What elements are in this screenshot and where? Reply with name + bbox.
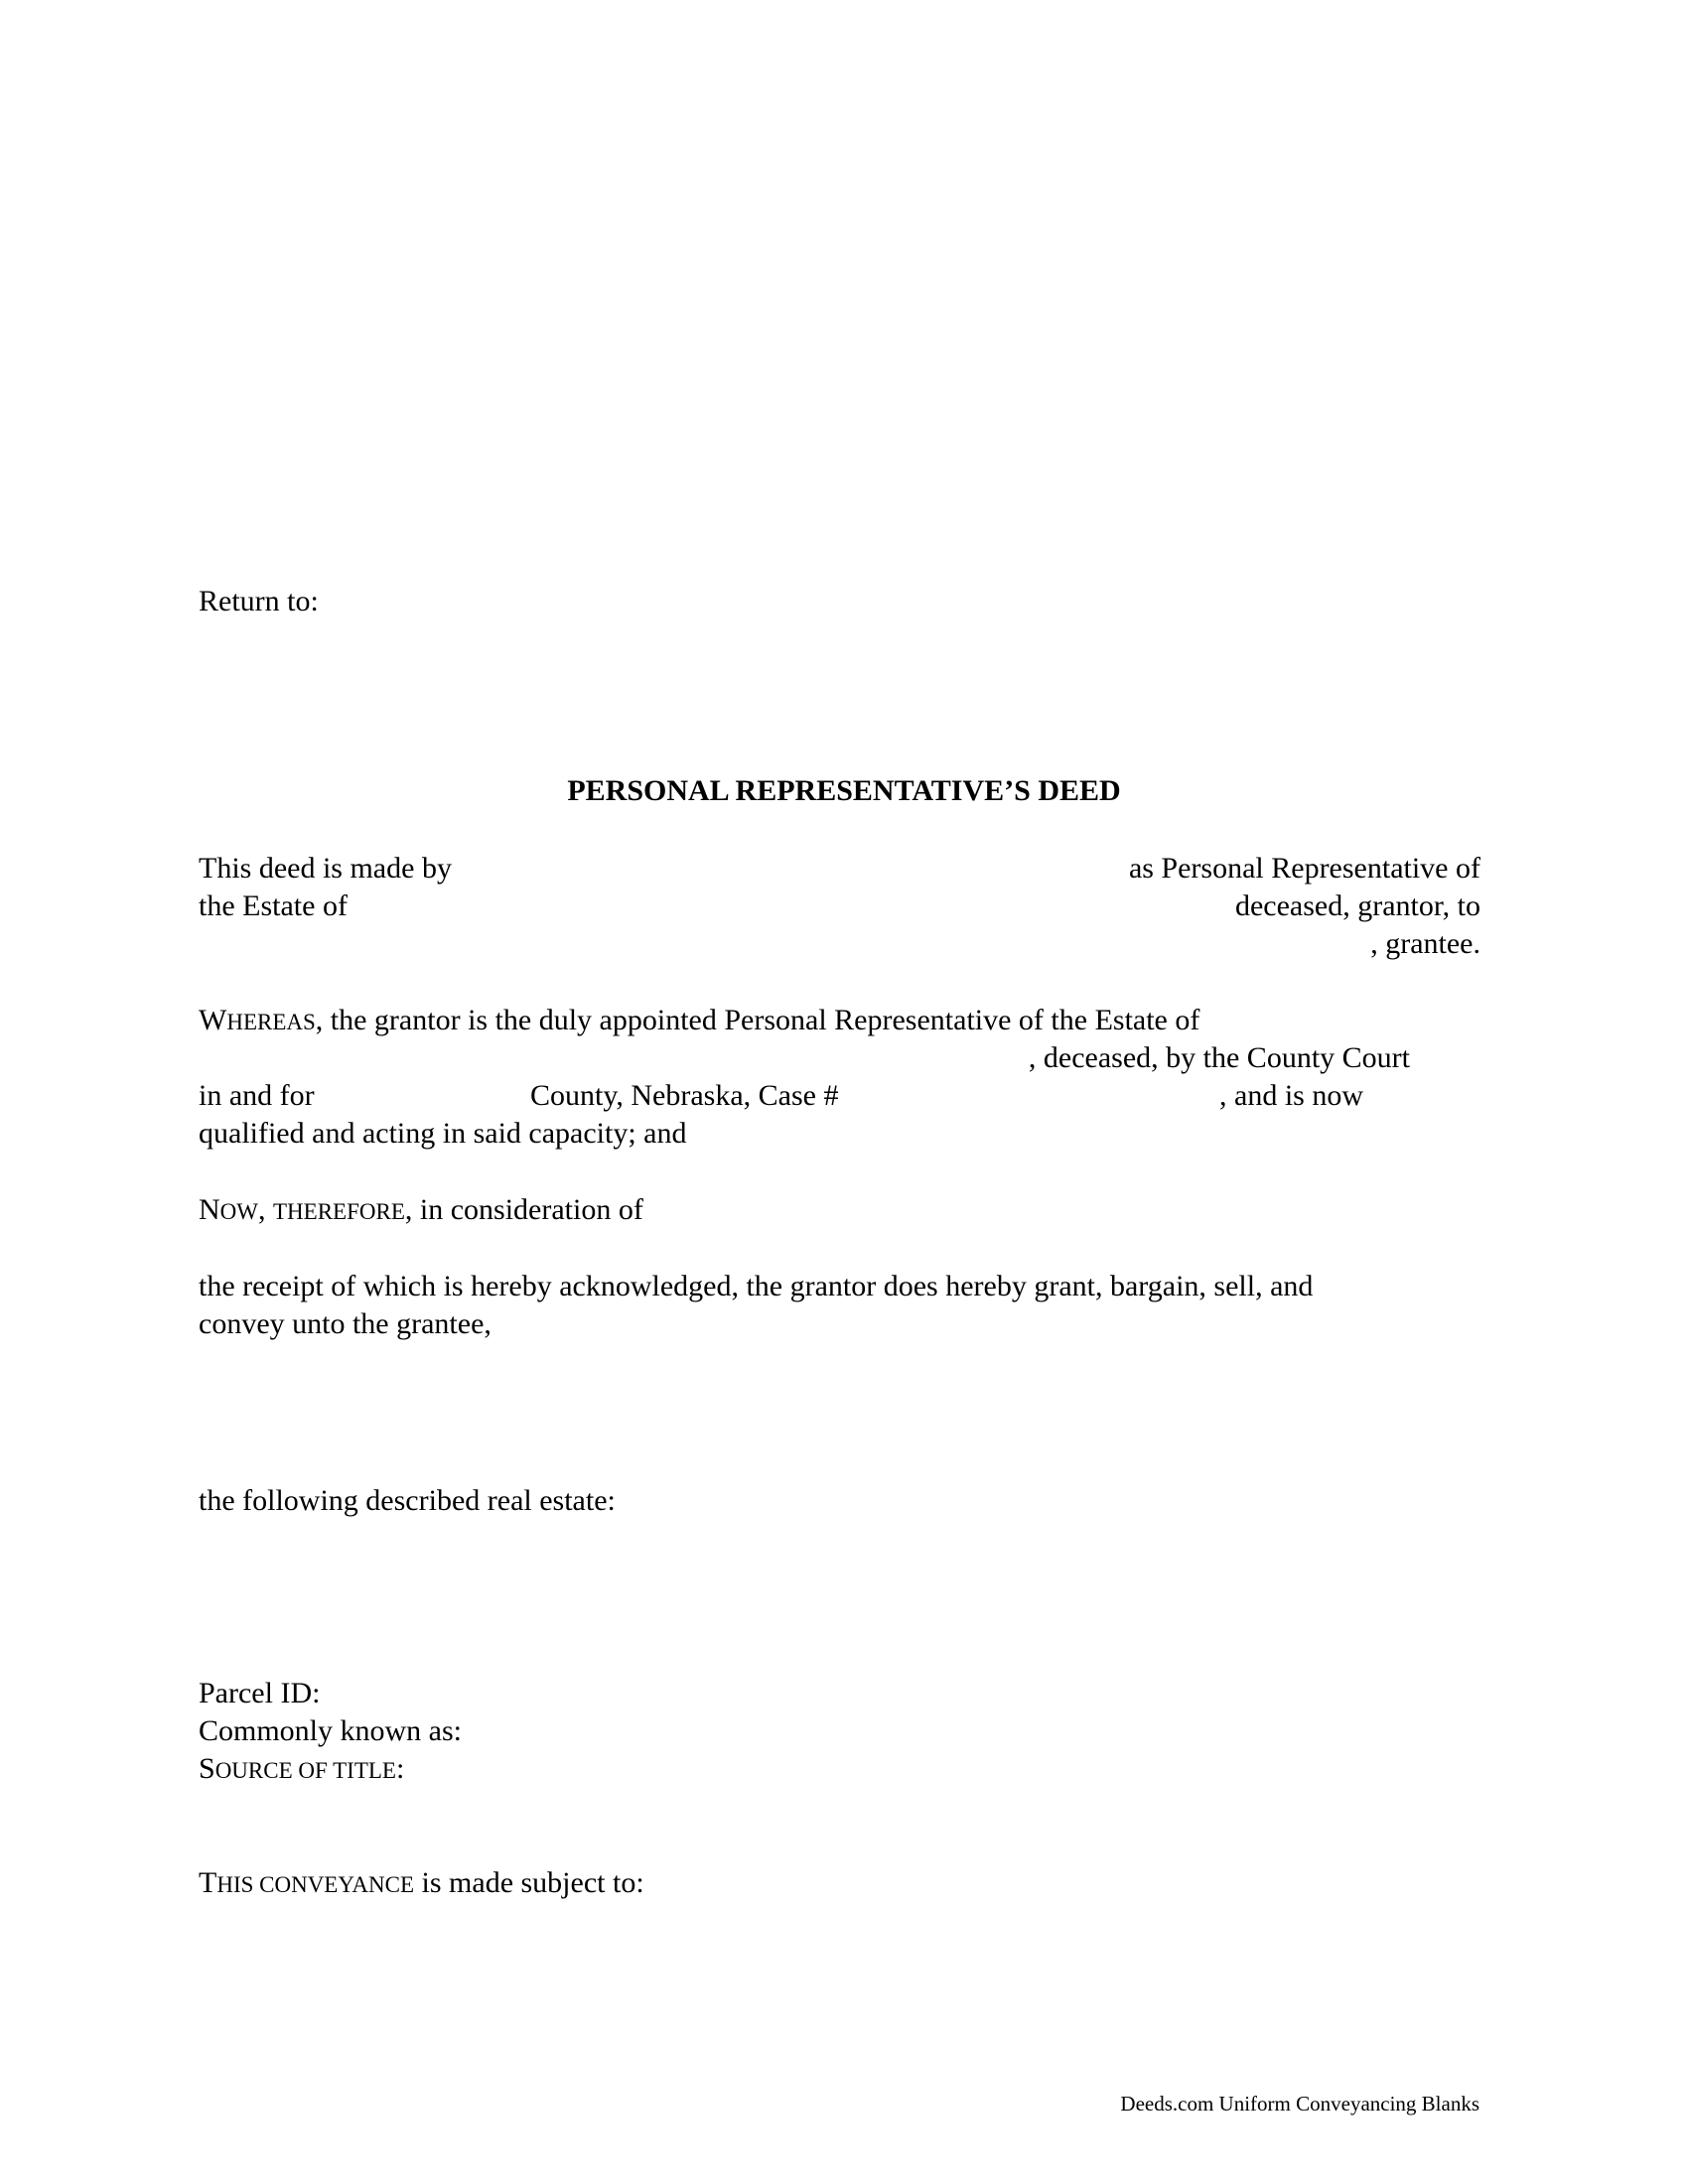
receipt-line-1: the receipt of which is hereby acknowledged, the grantor does hereby grant, bargain, sell, and — [199, 1270, 1314, 1302]
source-initial: S — [199, 1752, 215, 1785]
in-and-for-text: in and for — [199, 1079, 315, 1112]
made-by-text: This deed is made by — [199, 852, 452, 885]
conveyance-subject-line — [199, 1868, 644, 1898]
receipt-line-2: convey unto the grantee, — [199, 1307, 492, 1340]
return-to-label: Return to: — [199, 585, 319, 617]
footer-credit: Deeds.com Uniform Conveyancing Blanks — [1120, 2092, 1479, 2116]
now-therefore-line — [199, 1195, 643, 1225]
as-personal-representative-text: as Personal Representative of — [1128, 852, 1480, 885]
county-case-text: County, Nebraska, Case # — [530, 1079, 839, 1112]
whereas-smallcaps: HEREAS — [226, 1010, 316, 1034]
conveyance-smallcaps: HIS CONVEYANCE — [216, 1872, 415, 1897]
source-smallcaps: OURCE OF TITLE — [214, 1758, 396, 1783]
whereas-line-1-rest: , the grantor is the duly appointed Personal Representative of the Estate of — [315, 1004, 1200, 1036]
whereas-line-1 — [199, 1006, 1199, 1035]
now-initial: N — [199, 1193, 220, 1226]
whereas-line-4: qualified and acting in said capacity; and — [199, 1117, 687, 1150]
source-of-title-label — [199, 1754, 404, 1784]
whereas-initial: W — [199, 1004, 227, 1036]
parcel-id-label: Parcel ID: — [199, 1677, 321, 1709]
this-initial: T — [199, 1866, 217, 1899]
now-smallcaps: OW — [219, 1199, 258, 1224]
commonly-known-label: Commonly known as: — [199, 1714, 463, 1747]
therefore-smallcaps: THEREFORE — [273, 1199, 405, 1224]
estate-of-text: the Estate of — [199, 889, 348, 922]
following-description-text: the following described real estate: — [199, 1484, 616, 1517]
now-comma: , — [258, 1193, 273, 1226]
consideration-text: , in consideration of — [404, 1193, 643, 1226]
source-colon: : — [395, 1752, 405, 1785]
deed-title: PERSONAL REPRESENTATIVE’S DEED — [567, 774, 1121, 807]
grantee-text: , grantee. — [1370, 927, 1480, 960]
whereas-line-2: , deceased, by the County Court — [1028, 1041, 1410, 1074]
subject-to-text: is made subject to: — [414, 1866, 644, 1899]
and-is-now-text: , and is now — [1219, 1079, 1363, 1112]
deceased-grantor-text: deceased, grantor, to — [1234, 889, 1480, 922]
